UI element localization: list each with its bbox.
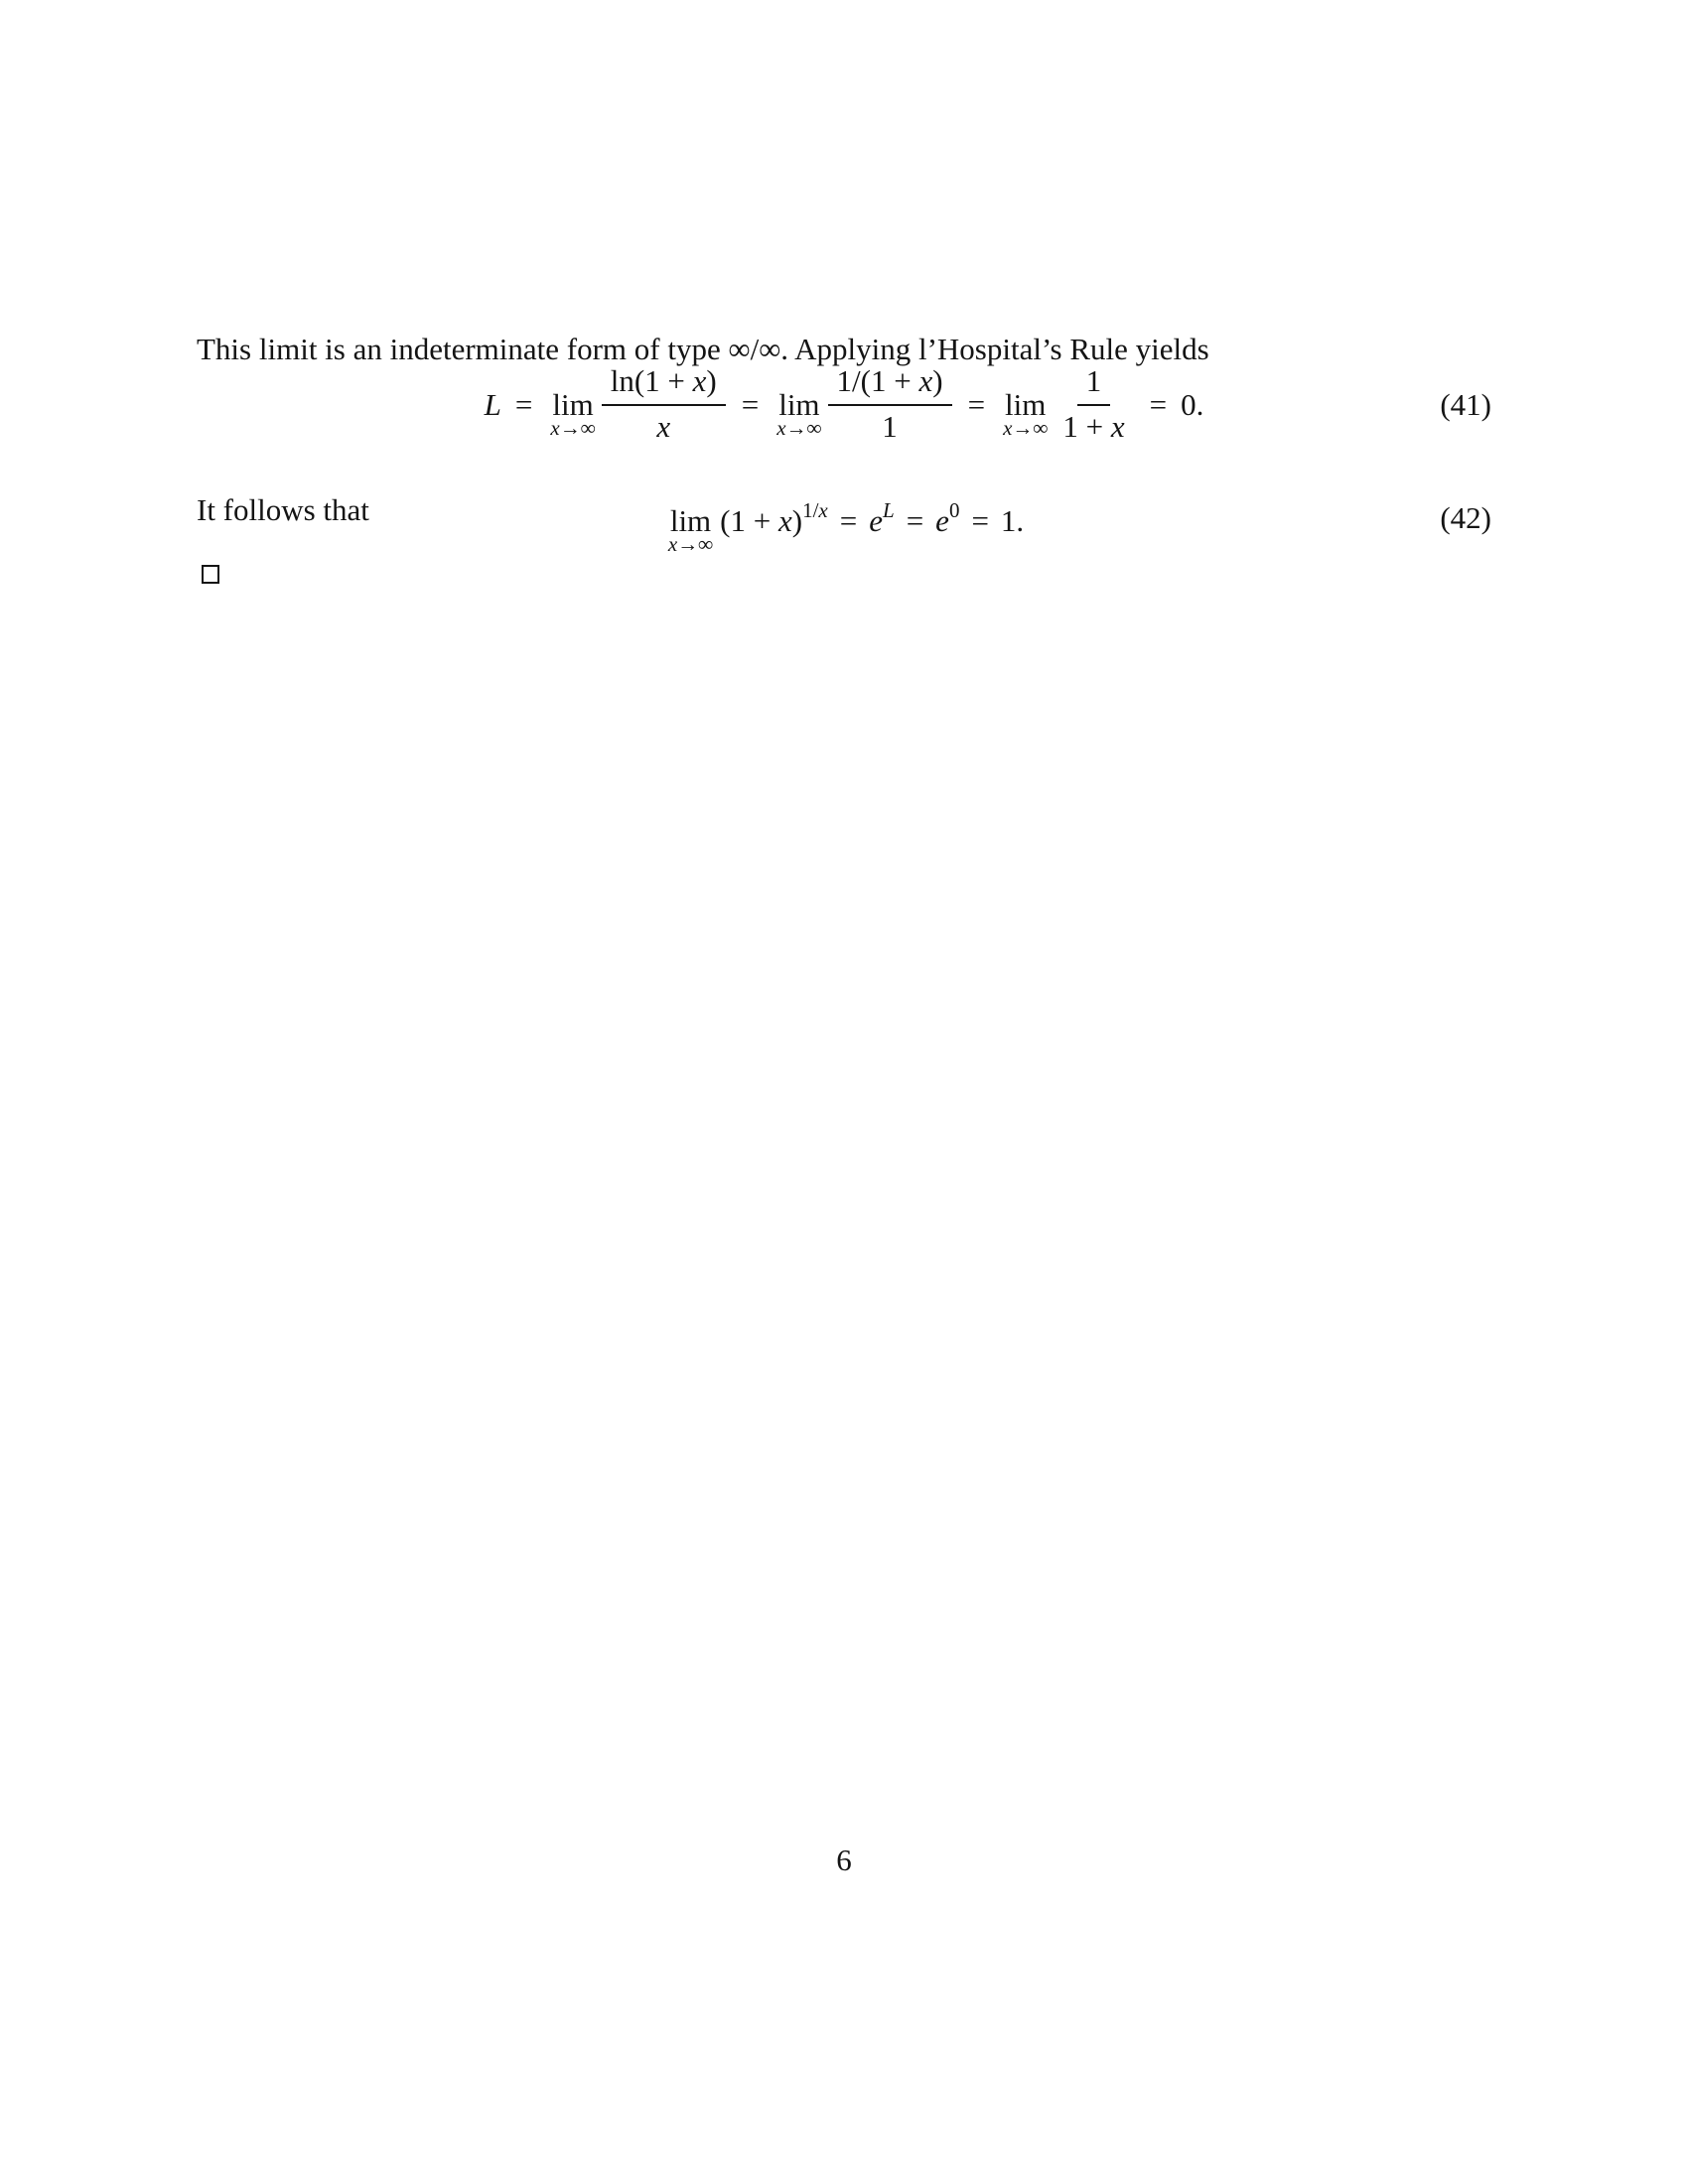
fraction-simplified	[1054, 360, 1133, 450]
paragraph-follows: It follows that	[197, 492, 369, 527]
page-number: 6	[836, 1843, 852, 1877]
equals-sign: =	[971, 502, 989, 538]
denominator: x	[656, 409, 671, 444]
e-to-zero: e	[935, 502, 949, 538]
exponent-one-over-x: 1/x	[802, 497, 828, 522]
limit-expression: (1 + x)	[720, 502, 803, 538]
limit-operator	[776, 387, 822, 440]
denominator: 1	[882, 409, 898, 444]
equation-41	[197, 349, 1491, 461]
qed-box	[202, 565, 219, 584]
lim-subscript: x→∞	[550, 416, 596, 440]
equals-sign: =	[741, 387, 760, 422]
denominator: 1 + x	[1062, 409, 1125, 444]
equals-sign: =	[967, 387, 986, 422]
equation-41-body	[485, 360, 1204, 450]
numerator: 1/(1 + x)	[828, 360, 952, 406]
fraction-derivative	[828, 360, 952, 450]
numerator: 1	[1077, 360, 1111, 406]
equation-42	[197, 495, 1491, 556]
numerator: ln(1 + x)	[602, 360, 726, 406]
limit-operator	[1003, 387, 1049, 440]
equation-tag-42: (42)	[1440, 500, 1491, 535]
lim-subscript: x→∞	[776, 416, 822, 440]
result-zero: 0.	[1181, 387, 1204, 422]
e-to-L: e	[869, 502, 883, 538]
result-one: 1.	[1000, 502, 1025, 538]
equals-sign: =	[514, 387, 533, 422]
lim-word: lim	[1005, 387, 1047, 422]
fraction-ln	[602, 360, 726, 450]
exponent-zero: 0	[948, 497, 960, 522]
equals-sign: =	[906, 502, 924, 538]
lim-word: lim	[778, 387, 820, 422]
limit-operator	[550, 387, 596, 440]
equals-sign: =	[839, 502, 858, 538]
equals-sign: =	[1149, 387, 1168, 422]
paragraph-intro: This limit is an indeterminate form of type ∞/∞. Applying l’Hospital’s Rule yields	[197, 332, 1209, 366]
lim-subscript: x→∞	[667, 531, 714, 556]
lim-word: lim	[669, 502, 712, 538]
equation-42-body	[664, 497, 1025, 556]
limit-operator	[667, 502, 714, 556]
lim-subscript: x→∞	[1003, 416, 1049, 440]
variable-L: L	[484, 387, 501, 422]
exponent-L: L	[883, 497, 895, 522]
equation-tag-41: (41)	[1440, 387, 1491, 422]
lim-word: lim	[552, 387, 594, 422]
